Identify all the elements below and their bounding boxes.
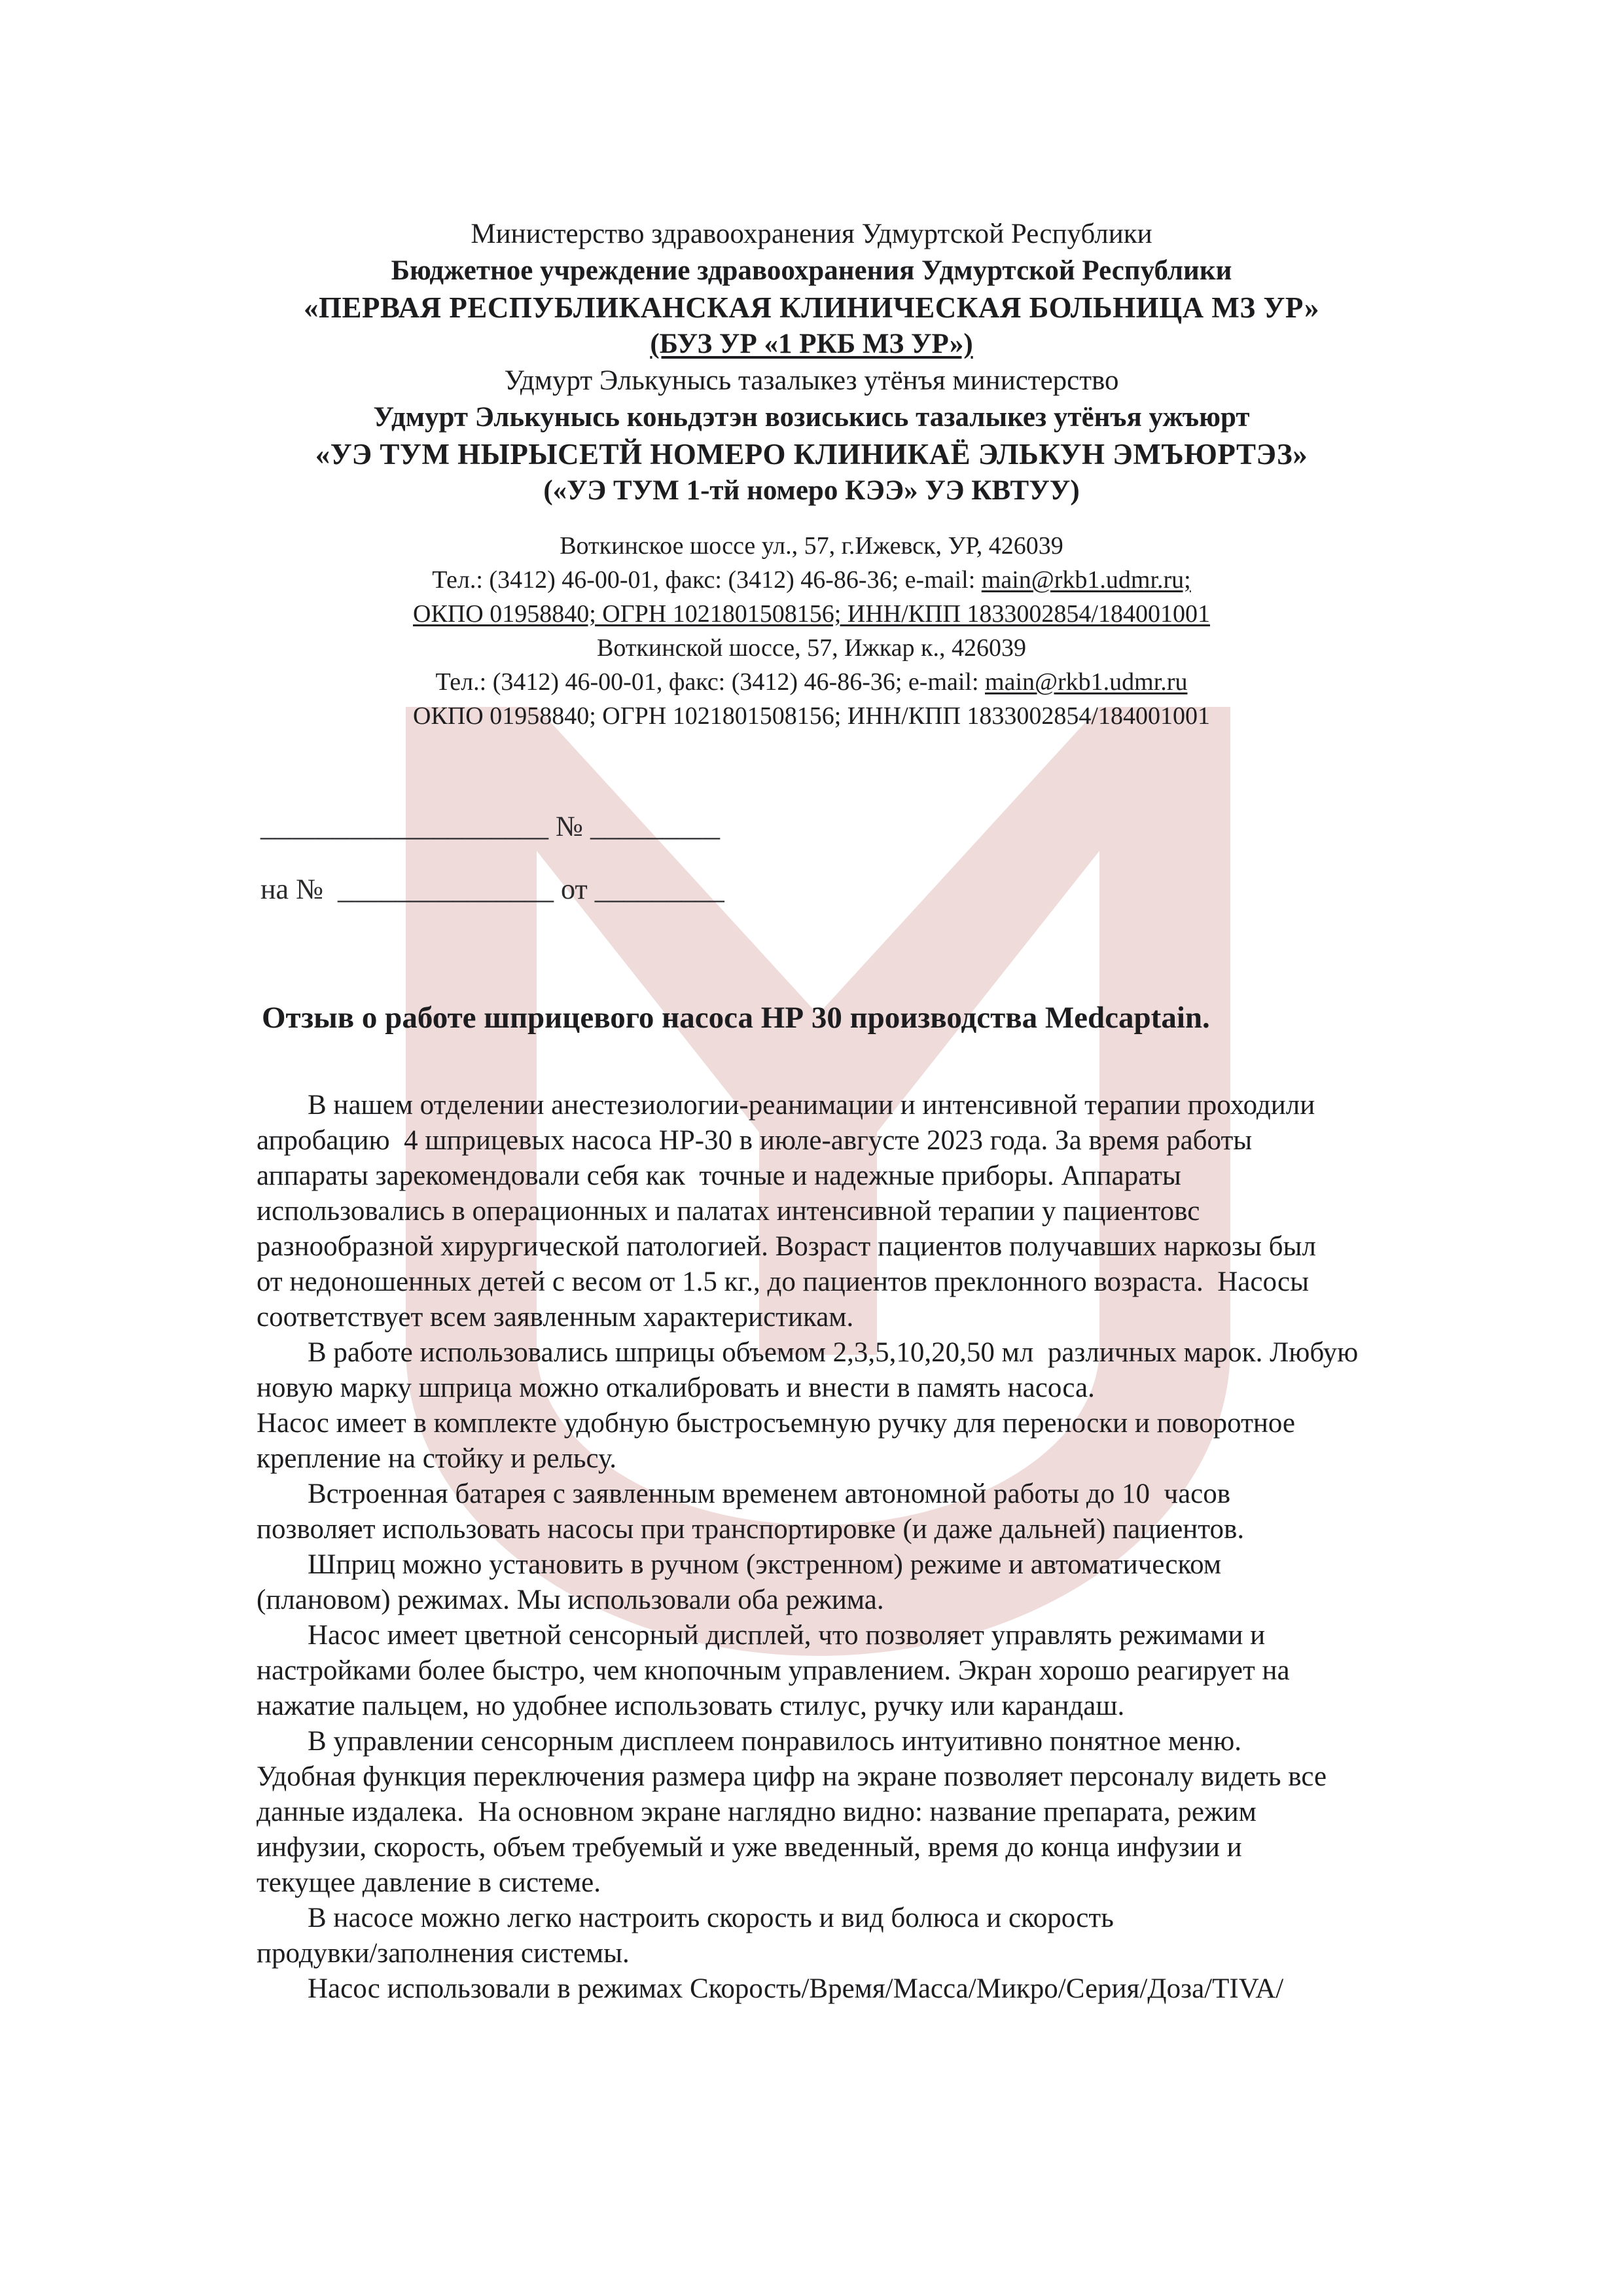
ministry-line-ru: Министерство здравоохранения Удмуртской Республики	[471, 219, 1152, 249]
text-line: соответствует всем заявленным характеристикам.	[257, 1302, 854, 1333]
reference-lines	[260, 810, 724, 906]
text-line: позволяет использовать насосы при транспортировке (и даже дальней) пациентов.	[257, 1514, 1245, 1545]
text-line: продувки/заполнения системы.	[257, 1938, 630, 1969]
text-line: от недоношенных детей с весом от 1.5 кг., до пациентов преклонного возраста. Насосы	[257, 1266, 1310, 1297]
text-line: разнообразной хирургической патологией. Возраст пациентов получавших наркозы был	[257, 1231, 1316, 1262]
text-line: В насосе можно легко настроить скорость и вид болюса и скорость	[308, 1903, 1114, 1933]
text-line: настройками более быстро, чем кнопочным управлением. Экран хорошо реагирует на	[257, 1655, 1290, 1686]
text-line: Насос имеет в комплекте удобную быстросъемную ручку для переноски и поворотное	[257, 1408, 1295, 1439]
phone-fax-text-2: Тел.: (3412) 46-00-01, факс: (3412) 46-86-36; e-mail:	[435, 668, 986, 696]
body-paragraph	[257, 1901, 1415, 1971]
registration-numbers-line-1: ОКПО 01958840; ОГРН 1021801508156; ИНН/КПП 1833002854/184001001	[413, 600, 1210, 628]
text-line: крепление на стойку и рельсу.	[257, 1443, 616, 1474]
email-link-2: main@rkb1.udmr.ru	[985, 668, 1188, 696]
text-line: Встроенная батарея с заявленным временем автономной работы до 10 часов	[308, 1479, 1231, 1509]
hospital-abbreviation-udmurt: («УЭ ТУМ 1-тй номеро КЭЭ» УЭ КВТУУ)	[543, 475, 1080, 506]
phone-email-line-1	[0, 563, 1623, 597]
text-line: использовались в операционных и палатах интенсивной терапии у пациентовс	[257, 1196, 1200, 1227]
text-line: В работе использовались шприцы объемом 2,3,5,10,20,50 мл различных марок. Любую	[308, 1337, 1359, 1368]
hospital-name-ru: «ПЕРВАЯ РЕСПУБЛИКАНСКАЯ КЛИНИЧЕСКАЯ БОЛЬНИЦА МЗ УР»	[303, 291, 1320, 324]
email-link-1: main@rkb1.udmr.ru;	[981, 566, 1191, 594]
body-paragraph	[257, 1477, 1415, 1547]
text-line: данные издалека. На основном экране наглядно видно: название препарата, режим	[257, 1797, 1257, 1827]
phone-fax-text: Тел.: (3412) 46-00-01, факс: (3412) 46-86-36; e-mail:	[432, 566, 982, 594]
text-line: (плановом) режимах. Мы использовали оба режима.	[257, 1585, 884, 1615]
hospital-name-udmurt: «УЭ ТУМ НЫРЫСЕТЙ НОМЕРО КЛИНИКАЁ ЭЛЬКУН ЭМЪЮРТЭЗ»	[315, 438, 1308, 471]
hospital-abbreviation-ru: (БУЗ УР «1 РКБ МЗ УР»)	[650, 329, 973, 359]
text-line: Насос имеет цветной сенсорный дисплей, что позволяет управлять режимами и	[308, 1620, 1266, 1651]
review-body	[257, 1088, 1415, 2007]
body-paragraph	[257, 1971, 1415, 2007]
text-line: аппараты зарекомендовали себя как точные и надежные приборы. Аппараты	[257, 1160, 1181, 1191]
ministry-line-udmurt: Удмурт Элькунысь тазалыкез утёнъя министерство	[504, 365, 1119, 396]
document-title: Отзыв о работе шприцевого насоса НР 30 производства Medcaptain.	[262, 1001, 1210, 1035]
text-line: Насос использовали в режимах Скорость/Время/Масса/Микро/Серия/Доза/TIVA/	[308, 1973, 1284, 2004]
body-paragraph	[257, 1406, 1415, 1477]
outgoing-number-line: ____________________ № _________	[260, 810, 720, 842]
body-paragraph	[257, 1547, 1415, 1618]
body-paragraph	[257, 1724, 1415, 1901]
text-line: текущее давление в системе.	[257, 1867, 601, 1898]
body-paragraph	[257, 1088, 1415, 1335]
incoming-number-line: на № _______________ от _________	[260, 873, 724, 905]
body-paragraph	[257, 1618, 1415, 1724]
text-line: В нашем отделении анестезиологии-реанимации и интенсивной терапии проходили	[308, 1090, 1315, 1121]
text-line: Шприц можно установить в ручном (экстренном) режиме и автоматическом	[308, 1549, 1222, 1580]
text-line: новую марку шприца можно откалибровать и внести в память насоса.	[257, 1372, 1095, 1403]
letterhead	[0, 216, 1623, 509]
registration-numbers-line-2: ОКПО 01958840; ОГРН 1021801508156; ИНН/КПП 1833002854/184001001	[413, 702, 1210, 730]
contact-block	[0, 529, 1623, 733]
text-line: Удобная функция переключения размера цифр на экране позволяет персоналу видеть все	[257, 1761, 1327, 1792]
text-line: В управлении сенсорным дисплеем понравилось интуитивно понятное меню.	[308, 1726, 1241, 1757]
institution-line-udmurt: Удмурт Элькунысь коньдэтэн возиськись тазалыкез утёнъя ужъюрт	[373, 402, 1250, 433]
text-line: апробацию 4 шприцевых насоса НР-30 в июле-августе 2023 года. За время работы	[257, 1125, 1253, 1156]
address-line-ru: Воткинское шоссе ул., 57, г.Ижевск, УР, 426039	[560, 532, 1063, 560]
phone-email-line-2	[0, 665, 1623, 699]
text-line: инфузии, скорость, объем требуемый и уже введенный, время до конца инфузии и	[257, 1832, 1242, 1863]
institution-line-ru: Бюджетное учреждение здравоохранения Удмуртской Республики	[391, 255, 1232, 286]
body-paragraph	[257, 1335, 1415, 1406]
text-line: нажатие пальцем, но удобнее использовать стилус, ручку или карандаш.	[257, 1691, 1125, 1721]
address-line-udmurt: Воткинской шоссе, 57, Ижкар к., 426039	[596, 634, 1026, 662]
